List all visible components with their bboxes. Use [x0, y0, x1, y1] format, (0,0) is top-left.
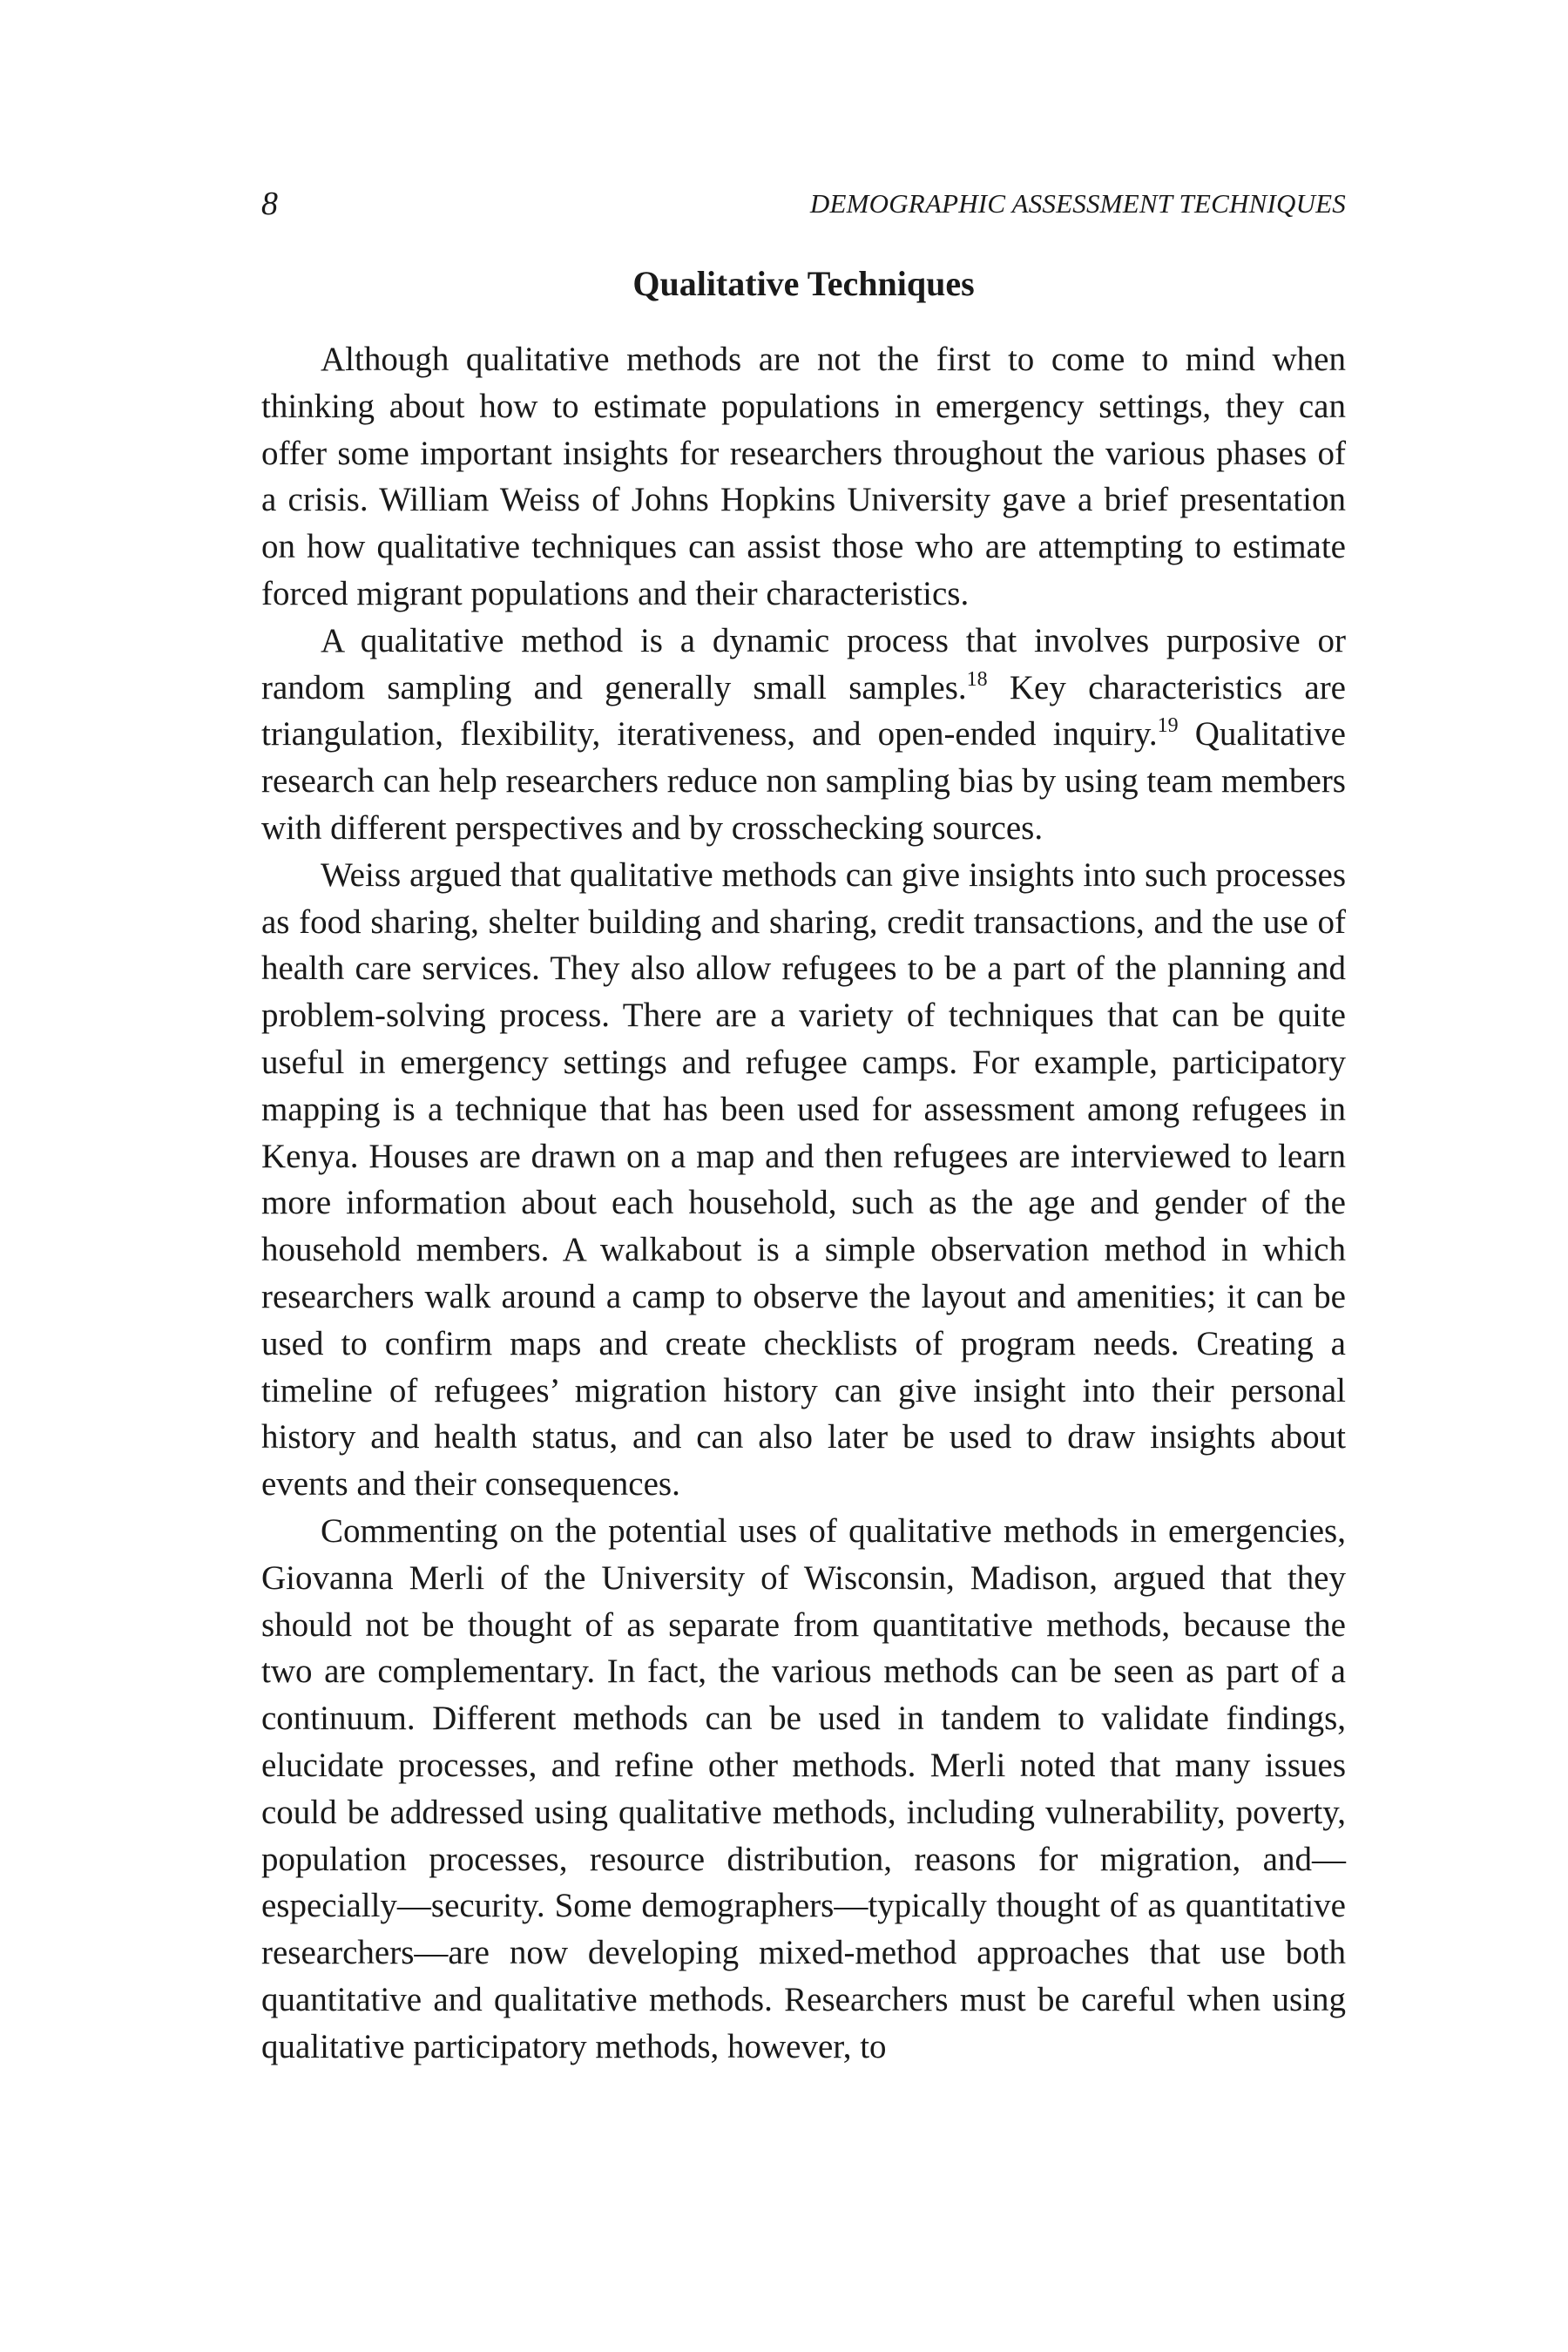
paragraph-2 — [261, 618, 1346, 852]
footnote-ref-19: 19 — [1157, 714, 1179, 738]
paragraph-4: Commenting on the potential uses of qualitative methods in emergencies, Giovanna Merli of the University of Wisconsin, Madison, argued that they should not be thought of as separate from quantitative methods, because the two are complementary. In fact, the various methods can be seen as part of a continuum. Different methods can be used in tandem to validate findings, elucidate processes, and refine other methods. Merli noted that many issues could be addressed using qualitative methods, including vulnerability, poverty, population processes, resource distribution, reasons for migration, and—especially—security. Some demographers—typically thought of as quantitative researchers—are now developing mixed-method approaches that use both quantitative and qualitative methods. Researchers must be careful when using qualitative participatory methods, however, to — [261, 1511, 1346, 2065]
paragraph-3: Weiss argued that qualitative methods can give insights into such processes as food sharing, shelter building and sharing, credit transactions, and the use of health care services. They also allow refugees to be a part of the planning and problem-solving process. There are a variety of techniques that can be quite useful in emergency settings and refugee camps. For example, participatory mapping is a technique that has been used for assessment among refugees in Kenya. Houses are drawn on a map and then refugees are interviewed to learn more information about each household, such as the age and gender of the household members. A walkabout is a simple observation method in which researchers walk around a camp to observe the layout and amenities; it can be used to confirm maps and create checklists of program needs. Creating a timeline of refugees’ migration history can give insight into their personal history and health status, and can also later be used to draw insights about events and their consequences. — [261, 855, 1346, 1504]
paragraph-2-part-b: Key characteristics are triangulation, flexibility, iterativeness, and open-ended inquiry. — [261, 668, 1346, 754]
paragraph-2-part-a: A qualitative method is a dynamic process that involves purposive or random sampling and generally small samples. — [261, 621, 1346, 706]
section-heading: Qualitative Techniques — [632, 264, 975, 303]
running-title: DEMOGRAPHIC ASSESSMENT TECHNIQUES — [809, 188, 1346, 219]
paragraph-2-part-c: Qualitative research can help researchers reduce non sampling bias by using team members with different perspectives and by crosschecking sources. — [261, 715, 1346, 847]
running-head — [261, 185, 1346, 228]
footnote-ref-18: 18 — [966, 667, 988, 691]
paragraph-1: Although qualitative methods are not the first to come to mind when thinking about how to estimate populations in emergency settings, they can offer some important insights for researchers throughout the various phases of a crisis. William Weiss of Johns Hopkins University gave a brief presentation on how qualitative techniques can assist those who are attempting to estimate forced migrant populations and their characteristics. — [261, 341, 1346, 612]
page-number: 8 — [261, 186, 278, 222]
body-text — [261, 336, 1346, 2070]
